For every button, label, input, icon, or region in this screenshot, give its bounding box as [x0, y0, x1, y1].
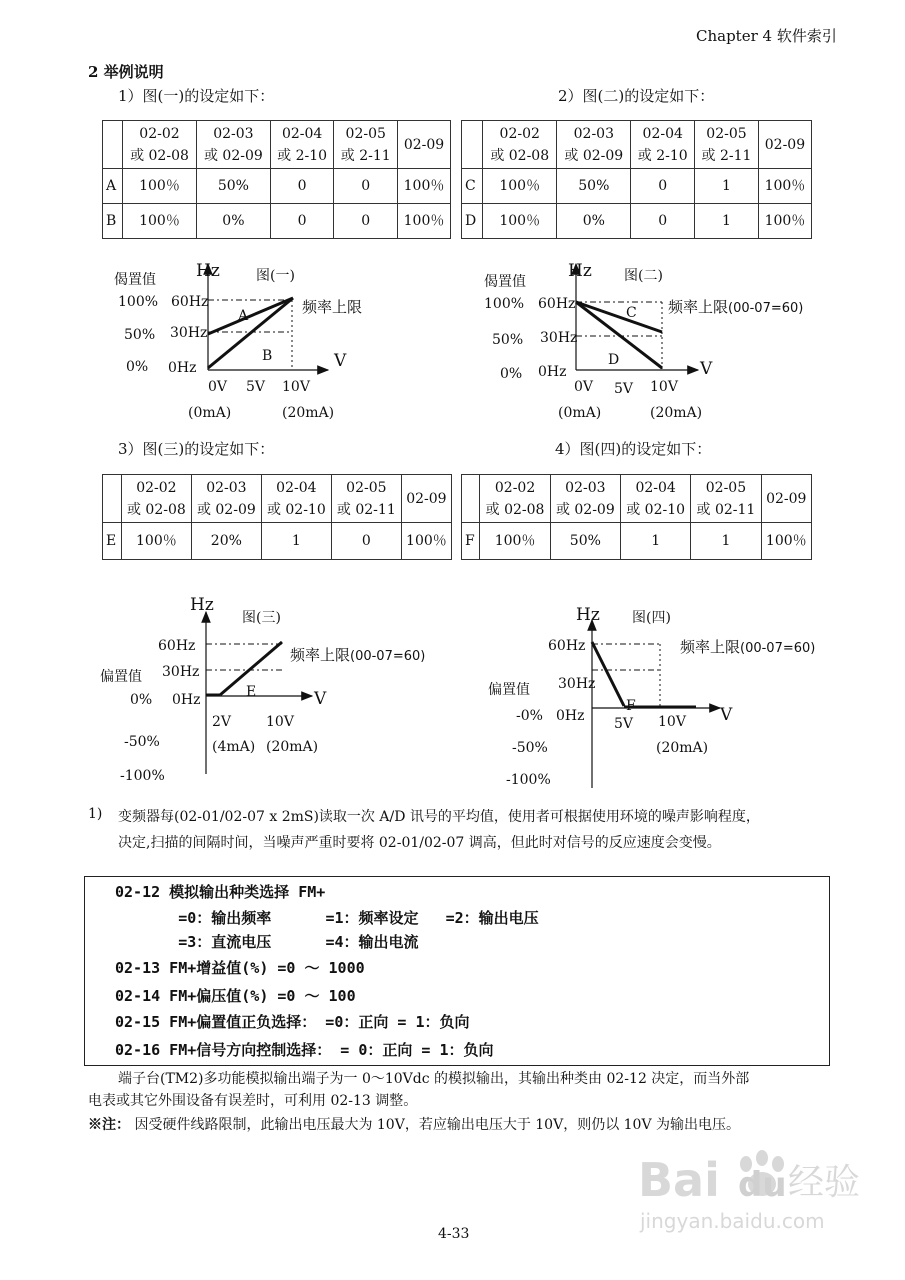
pct-tick: 100% [118, 294, 159, 310]
limit-label: 频率上限 [668, 298, 729, 316]
note-label: ※注： [88, 1117, 130, 1133]
pct-tick: -50% [124, 734, 160, 750]
table-cell [103, 475, 122, 523]
watermark-paw: du [738, 1165, 787, 1205]
bias-label: 偏置值 [100, 669, 142, 685]
series-label-d: D [608, 352, 620, 368]
table-cell [462, 475, 480, 523]
line-a [208, 298, 293, 334]
bias-label: 偏置值 [488, 682, 530, 698]
y-tick: 0Hz [172, 692, 201, 708]
y-tick: 30Hz [540, 330, 578, 346]
example-1-caption: 1）图(一)的设定如下： [118, 87, 275, 105]
watermark-cn: 经验 [788, 1162, 861, 1203]
param-table-4 [461, 474, 812, 560]
pct-tick: -100% [506, 772, 551, 788]
param-table-1 [102, 120, 451, 239]
note-number: 1) [88, 806, 103, 822]
series-label-e: E [246, 684, 257, 700]
param-line: 02-12 模拟输出种类选择 FM+ [115, 883, 326, 901]
figure-title: 图(二) [624, 268, 663, 284]
figure-title: 图(三) [242, 610, 281, 626]
limit-label: 频率上限 [680, 638, 741, 656]
example-2-caption: 2）图(二)的设定如下： [558, 87, 715, 105]
ma-tick: (20mA) [650, 405, 703, 421]
hz-label: Hz [568, 261, 592, 281]
figure-1 [100, 250, 370, 430]
table-header: 02-05 或 02-11 [331, 475, 401, 523]
x-tick: 0V [208, 379, 228, 395]
table-cell [103, 121, 123, 169]
table-header: 02-02 或 02-08 [480, 475, 550, 523]
baidu-logo [638, 1142, 878, 1242]
limit-code: (00-07=60) [350, 649, 426, 664]
watermark [638, 1142, 878, 1246]
limit-label: 频率上限 [290, 646, 351, 664]
table-header: 02-02 或 02-08 [123, 121, 197, 169]
y-tick: 60Hz [158, 638, 196, 654]
series-label-b: B [262, 348, 273, 364]
param-line: 02-15 FM+偏置值正负选择： =0：正向 = 1：负向 [115, 1013, 470, 1031]
x-tick: 10V [266, 714, 294, 730]
example-3-caption: 3）图(三)的设定如下： [118, 440, 275, 458]
figure-title: 图(四) [632, 610, 671, 626]
bias-label: 偈置值 [484, 274, 526, 290]
limit-label: 频率上限 [302, 298, 363, 316]
pct-tick: 0% [126, 359, 149, 375]
y-tick: 0Hz [556, 708, 585, 724]
pct-tick: -50% [512, 740, 548, 756]
example-4-caption: 4）图(四)的设定如下： [555, 440, 712, 458]
pct-tick: -0% [516, 708, 543, 724]
x-tick: 10V [650, 379, 678, 395]
param-table-2 [461, 120, 812, 239]
note-line: 决定,扫描的间隔时间，当噪声严重时要将 02-01/02-07 调高，但此时对信号的反应速度会变慢。 [118, 835, 721, 851]
table-header: 02-09 [398, 121, 451, 169]
v-label: V [334, 351, 347, 371]
note-line: 变频器每(02-01/02-07 x 2mS)读取一次 A/D 讯号的平均值，使用者可根据使用环境的噪声影响程度， [118, 809, 760, 825]
ma-tick: (20mA) [656, 740, 709, 756]
param-line: =0：输出频率 =1：频率设定 =2：输出电压 [115, 909, 539, 927]
watermark-brand: Bai [638, 1153, 720, 1207]
table-row: B 100％ 0% 0 0 100％ [103, 204, 451, 239]
table-header: 02-03 或 02-09 [191, 475, 261, 523]
limit-code: (00-07=60) [740, 641, 816, 656]
table-row: E 100％ 20% 1 0 100％ [103, 523, 452, 560]
y-tick: 0Hz [168, 360, 197, 376]
table-header: 02-09 [761, 475, 811, 523]
pct-tick: 0% [130, 692, 153, 708]
table-cell [462, 121, 483, 169]
y-tick: 30Hz [170, 325, 208, 341]
limit-code: (00-07=60) [728, 301, 804, 316]
table-header: 02-05 或 2-11 [695, 121, 759, 169]
table-header: 02-05 或 02-11 [691, 475, 761, 523]
section-title: 2 举例说明 [88, 63, 164, 81]
watermark-url: jingyan.baidu.com [640, 1209, 825, 1233]
table-row: D 100％ 0% 0 1 100％ [462, 204, 812, 239]
x-tick: 10V [282, 379, 310, 395]
x-tick: 5V [246, 379, 266, 395]
pct-tick: -100% [120, 768, 165, 784]
note-2 [88, 1114, 740, 1134]
chapter-header: Chapter 4 软件索引 [696, 27, 837, 45]
table-header: 02-03 或 02-09 [196, 121, 270, 169]
param-line: 02-13 FM+增益值(%) =0 ～ 1000 [115, 959, 365, 977]
table-header: 02-04 或 02-10 [621, 475, 691, 523]
hz-label: Hz [190, 595, 214, 615]
ma-tick: (4mA) [212, 739, 256, 755]
series-label-f: F [626, 698, 636, 714]
y-tick: 30Hz [558, 676, 596, 692]
v-label: V [720, 705, 733, 725]
param-table-3 [102, 474, 452, 560]
x-tick: 5V [614, 381, 634, 397]
figure-2 [478, 250, 818, 430]
bias-label: 偈置值 [114, 272, 156, 288]
y-tick: 60Hz [548, 638, 586, 654]
x-tick: 2V [212, 714, 232, 730]
figure-title: 图(一) [256, 268, 295, 284]
pct-tick: 100% [484, 296, 525, 312]
x-tick: 5V [614, 716, 634, 732]
param-line: 02-14 FM+偏压值(%) =0 ～ 100 [115, 987, 356, 1005]
table-header: 02-04 或 02-10 [261, 475, 331, 523]
param-line: =3：直流电压 =4：输出电流 [115, 933, 419, 951]
table-header: 02-05 或 2-11 [334, 121, 398, 169]
table-row: F 100％ 50% 1 1 100％ [462, 523, 812, 560]
table-header: 02-03 或 02-09 [550, 475, 620, 523]
table-row: C 100％ 50% 0 1 100％ [462, 169, 812, 204]
table-header: 02-02 或 02-08 [121, 475, 191, 523]
body-text: 端子台(TM2)多功能模拟输出端子为一 0～10Vdc 的模拟输出，其输出种类由 02-12 决定，而当外部 [118, 1071, 750, 1087]
param-box [84, 876, 830, 1066]
v-label: V [314, 689, 327, 709]
note-text: 因受硬件线路限制，此输出电压最大为 10V，若应输出电压大于 10V，则仍以 10V 为输出电压。 [130, 1117, 741, 1133]
v-label: V [700, 359, 713, 379]
table-header: 02-03 或 02-09 [557, 121, 631, 169]
body-text: 电表或其它外围设备有误差时，可利用 02-13 调整。 [88, 1093, 418, 1109]
x-tick: 0V [574, 379, 594, 395]
line-f [592, 642, 624, 706]
page-number: 4-33 [438, 1226, 470, 1242]
param-line: 02-16 FM+信号方向控制选择： = 0：正向 = 1：负向 [115, 1041, 494, 1059]
y-tick: 60Hz [538, 296, 576, 312]
figure-3 [100, 588, 450, 788]
ma-tick: (0mA) [558, 405, 602, 421]
table-header: 02-04 或 2-10 [270, 121, 334, 169]
table-header: 02-09 [758, 121, 811, 169]
series-label-c: C [626, 305, 637, 321]
ma-tick: (20mA) [266, 739, 319, 755]
y-tick: 60Hz [171, 294, 209, 310]
table-header: 02-04 或 2-10 [631, 121, 695, 169]
y-tick: 0Hz [538, 364, 567, 380]
series-label-a: A [238, 308, 249, 324]
ma-tick: (0mA) [188, 405, 232, 421]
ma-tick: (20mA) [282, 405, 335, 421]
pct-tick: 0% [500, 366, 523, 382]
pct-tick: 50% [124, 327, 156, 343]
table-header: 02-02 或 02-08 [483, 121, 557, 169]
table-header: 02-09 [401, 475, 451, 523]
x-tick: 10V [658, 714, 686, 730]
table-row: A 100％ 50% 0 0 100％ [103, 169, 451, 204]
line-b [208, 298, 293, 368]
hz-label: Hz [576, 605, 600, 625]
pct-tick: 50% [492, 332, 524, 348]
figure-4 [484, 596, 824, 792]
line-c [576, 302, 662, 332]
hz-label: Hz [196, 261, 220, 281]
y-tick: 30Hz [162, 664, 200, 680]
